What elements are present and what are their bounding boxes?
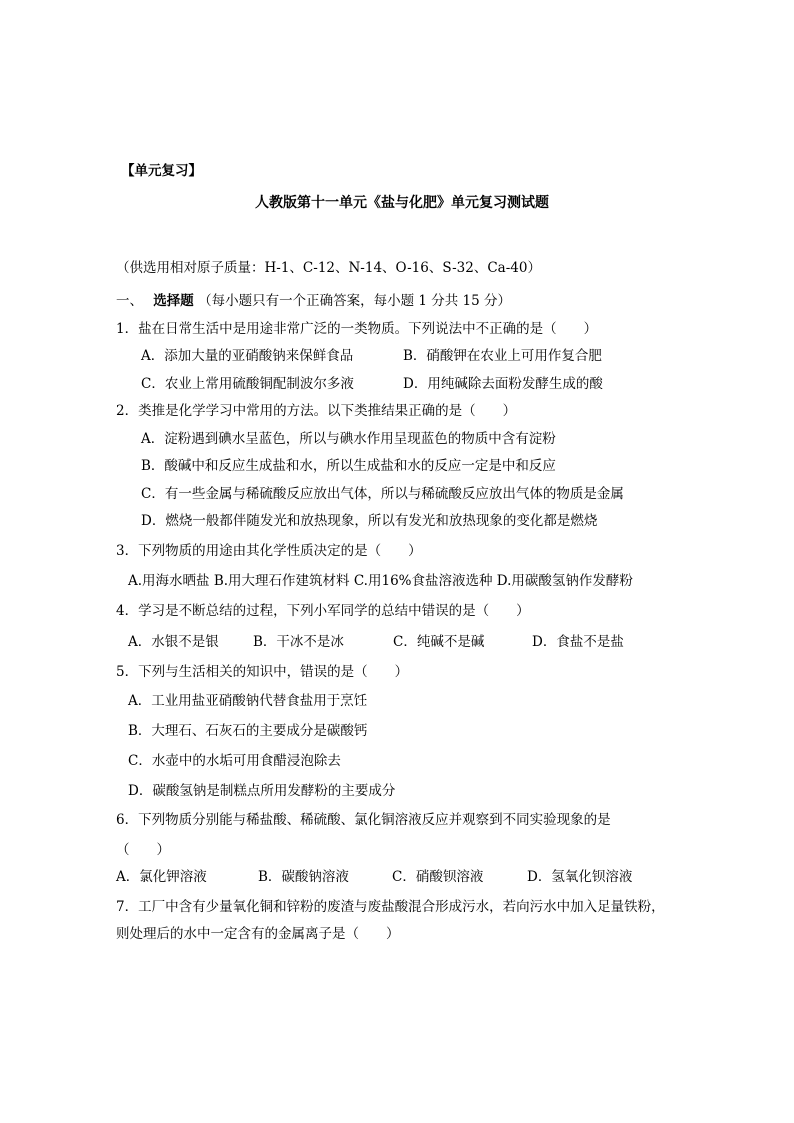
section-heading — [116, 292, 511, 310]
question-6-option-a: A．氯化钾溶液 — [116, 869, 207, 885]
question-1-option-a: A．添加大量的亚硝酸钠来保鲜食品 — [141, 348, 354, 364]
question-4-option-c: C．纯碱不是碱 — [393, 634, 485, 650]
question-5-stem: 5．下列与生活相关的知识中，错误的是（ ） — [116, 664, 409, 680]
question-6-option-b: B．碳酸钠溶液 — [258, 869, 349, 885]
page-title: 人教版第十一单元《盐与化肥》单元复习测试题 — [255, 195, 549, 211]
question-5-option-a: A．工业用盐亚硝酸钠代替食盐用于烹饪 — [128, 693, 368, 709]
question-1-option-c: C．农业上常用硫酸铜配制波尔多液 — [141, 376, 354, 392]
question-4-option-d: D．食盐不是盐 — [532, 634, 624, 650]
unit-review-tag: 【单元复习】 — [121, 163, 202, 179]
question-1-stem: 1．盐在日常生活中是用途非常广泛的一类物质。下列说法中不正确的是（ ） — [116, 321, 598, 337]
question-6-stem-continued: （ ） — [116, 842, 170, 858]
question-4-stem: 4．学习是不断总结的过程，下列小军同学的总结中错误的是（ ） — [116, 603, 530, 619]
question-7-stem: 7．工厂中含有少量氧化铜和锌粉的废渣与废盐酸混合形成污水，若向污水中加入足量铁粉， — [116, 899, 665, 915]
question-7-stem-continued: 则处理后的水中一定含有的金属离子是（ ） — [116, 926, 400, 942]
question-5-option-b: B．大理石、石灰石的主要成分是碳酸钙 — [128, 723, 368, 739]
question-2-option-c: C．有一些金属与稀硫酸反应放出气体，所以与稀硫酸反应放出气体的物质是金属 — [141, 486, 624, 502]
question-2-option-a: A．淀粉遇到碘水呈蓝色，所以与碘水作用呈现蓝色的物质中含有淀粉 — [141, 431, 556, 447]
question-6-option-c: C．硝酸钡溶液 — [392, 869, 484, 885]
question-5-option-d: D．碳酸氢钠是制糕点所用发酵粉的主要成分 — [128, 783, 396, 799]
question-4-option-a: A．水银不是银 — [128, 634, 219, 650]
question-6-stem: 6．下列物质分别能与稀盐酸、稀硫酸、氯化铜溶液反应并观察到不同实验现象的是 — [116, 812, 611, 828]
section-name: 选择题 — [153, 293, 194, 309]
question-5-option-c: C．水壶中的水垢可用食醋浸泡除去 — [128, 753, 341, 769]
question-2-option-b: B．酸碱中和反应生成盐和水，所以生成盐和水的反应一定是中和反应 — [141, 458, 556, 474]
question-6-option-d: D．氢氧化钡溶液 — [527, 869, 633, 885]
question-2-stem: 2．类推是化学学习中常用的方法。以下类推结果正确的是（ ） — [116, 403, 517, 419]
question-4-option-b: B．干冰不是冰 — [253, 634, 344, 650]
question-3-stem: 3．下列物质的用途由其化学性质决定的是（ ） — [116, 543, 422, 559]
question-3-options: A.用海水晒盐 B.用大理石作建筑材料 C.用16%食盐溶液选种 D.用碳酸氢钠作发酵粉 — [128, 573, 633, 589]
question-1-option-d: D．用纯碱除去面粉发酵生成的酸 — [403, 376, 603, 392]
question-2-option-d: D．燃烧一般都伴随发光和放热现象，所以有发光和放热现象的变化都是燃烧 — [141, 513, 598, 529]
section-note: （每小题只有一个正确答案，每小题 1 分共 15 分） — [198, 293, 512, 309]
question-1-option-b: B．硝酸钾在农业上可用作复合肥 — [403, 348, 602, 364]
section-number: 一、 — [116, 293, 143, 309]
atomic-masses-note: （供选用相对原子质量：H-1、C-12、N-14、O-16、S-32、Ca-40） — [116, 260, 541, 276]
